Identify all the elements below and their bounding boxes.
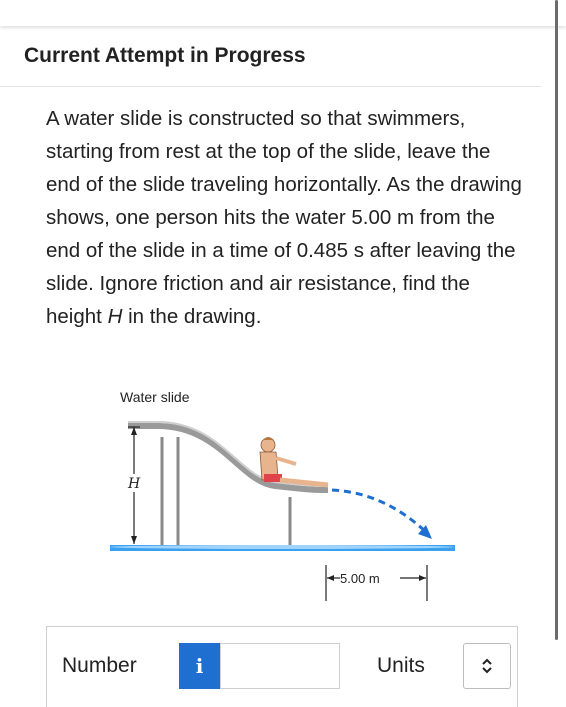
distance-arrow-left bbox=[327, 575, 334, 581]
trajectory-path bbox=[332, 490, 426, 532]
distance-label: 5.00 m bbox=[340, 571, 380, 586]
question-body: A water slide is constructed so that swimmers, starting from rest at the top of the slide, leave the end of the slide traveling horizontally. As the drawing shows, one person hits the water 5.00 m from the end of the slide in a time of 0.485 s after leaving the slide. Ignore friction and air resistance, find the height bbox=[46, 107, 522, 328]
question-end: in the drawing. bbox=[122, 305, 262, 328]
info-icon: i bbox=[195, 654, 204, 678]
units-select[interactable] bbox=[463, 643, 511, 689]
figure-caption: Water slide bbox=[120, 389, 190, 405]
info-button[interactable] bbox=[179, 643, 220, 689]
question-variable: H bbox=[107, 305, 123, 328]
units-label: Units bbox=[377, 654, 425, 677]
swimmer-figure bbox=[260, 437, 328, 485]
number-input[interactable] bbox=[220, 643, 340, 689]
chevron-updown-icon bbox=[481, 658, 493, 674]
water-shimmer bbox=[110, 545, 454, 549]
water-slide-figure bbox=[100, 382, 460, 612]
section-title: Current Attempt in Progress bbox=[24, 44, 306, 67]
scrollbar[interactable] bbox=[555, 0, 558, 640]
number-label: Number bbox=[62, 654, 137, 677]
divider bbox=[0, 86, 541, 87]
height-arrow-bottom bbox=[131, 536, 137, 544]
top-bar bbox=[0, 0, 566, 26]
question-text bbox=[46, 102, 526, 333]
distance-arrow-right bbox=[419, 575, 426, 581]
height-label: H bbox=[128, 476, 141, 492]
